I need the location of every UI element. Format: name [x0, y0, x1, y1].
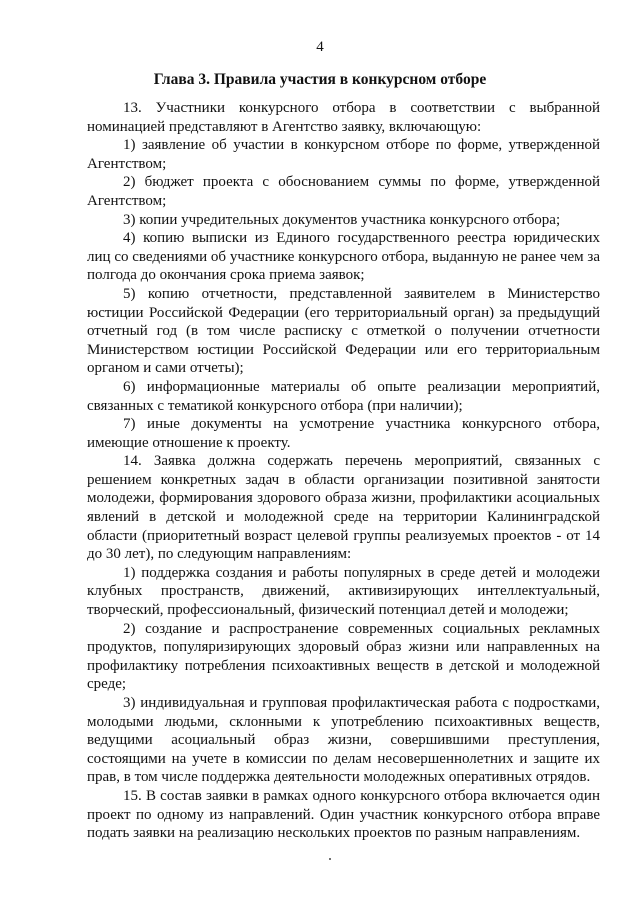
list-item-13-6: 6) информационные материалы об опыте реализации мероприятий, связанных с тематикой конкурсного отбора (при наличии); [87, 378, 600, 414]
list-item-13-2: 2) бюджет проекта с обоснованием суммы по форме, утвержденной Агентством; [87, 174, 600, 209]
paragraph-15: 15. В состав заявки в рамках одного конкурсного отбора включается один проект по одному из направлений. Один участник конкурсного отбора вправе подать заявки на реализацию нескольких проектов по разным направлениям. [87, 787, 600, 842]
list-item-13-4: 4) копию выписки из Единого государственного реестра юридических лиц со сведениями об участнике конкурсного отбора, выданную не ранее чем за полгода до окончания срока приема заявок; [87, 230, 600, 284]
scan-speck [329, 858, 331, 860]
chapter-heading: Глава 3. Правила участия в конкурсном отборе [153, 71, 487, 88]
paragraph-13: 13. Участники конкурсного отбора в соответствии с выбранной номинацией представляют в Агентство заявку, включающую: [87, 100, 600, 135]
paragraph-14: 14. Заявка должна содержать перечень мероприятий, связанных с решением конкретных задач в области организации позитивной занятости молодежи, формирования здорового образа жизни, профилактики асоциальных явлений в детской и молодежной среде на территории Калининградской области (приоритетный возраст целевой группы реализуемых проектов - от 14 до 30 лет), по следующим направлениям: [87, 453, 600, 563]
list-item-13-3: 3) копии учредительных документов участника конкурсного отбора; [123, 211, 561, 228]
list-item-14-2: 2) создание и распространение современных социальных рекламных продуктов, популяризирующих здоровый образ жизни или направленных на профилактику потребления психоактивных веществ в детской и молодежной среде; [87, 620, 600, 693]
list-item-14-1: 1) поддержка создания и работы популярных в среде детей и молодежи клубных пространств, движений, активизирующих интеллектуальный, творческий, профессиональный, физический потенциал детей и молодежи; [87, 564, 600, 619]
document-body [87, 99, 600, 843]
list-item-13-1: 1) заявление об участии в конкурсном отборе по форме, утвержденной Агентством; [87, 137, 600, 172]
list-item-13-7: 7) иные документы на усмотрение участника конкурсного отбора, имеющие отношение к проекту. [87, 416, 600, 451]
list-item-13-5: 5) копию отчетности, представленной заявителем в Министерство юстиции Российской Федерации (его территориальный орган) за предыдущий отчетный год (в том числе расписку с отметкой о получении отчетности Министерством юстиции Российской Федерации или его территориальным органом и сами отчеты); [87, 285, 600, 377]
page-number: 4 [316, 39, 324, 55]
list-item-14-3: 3) индивидуальная и групповая профилактическая работа с подростками, молодыми людьми, склонными к употреблению психоактивных веществ, ведущими асоциальный образ жизни, совершившими преступления, состоящими на учете в комиссии по делам несовершеннолетних и защите их прав, в том числе поддержка деятельности молодежных оперативных отрядов. [87, 695, 600, 786]
